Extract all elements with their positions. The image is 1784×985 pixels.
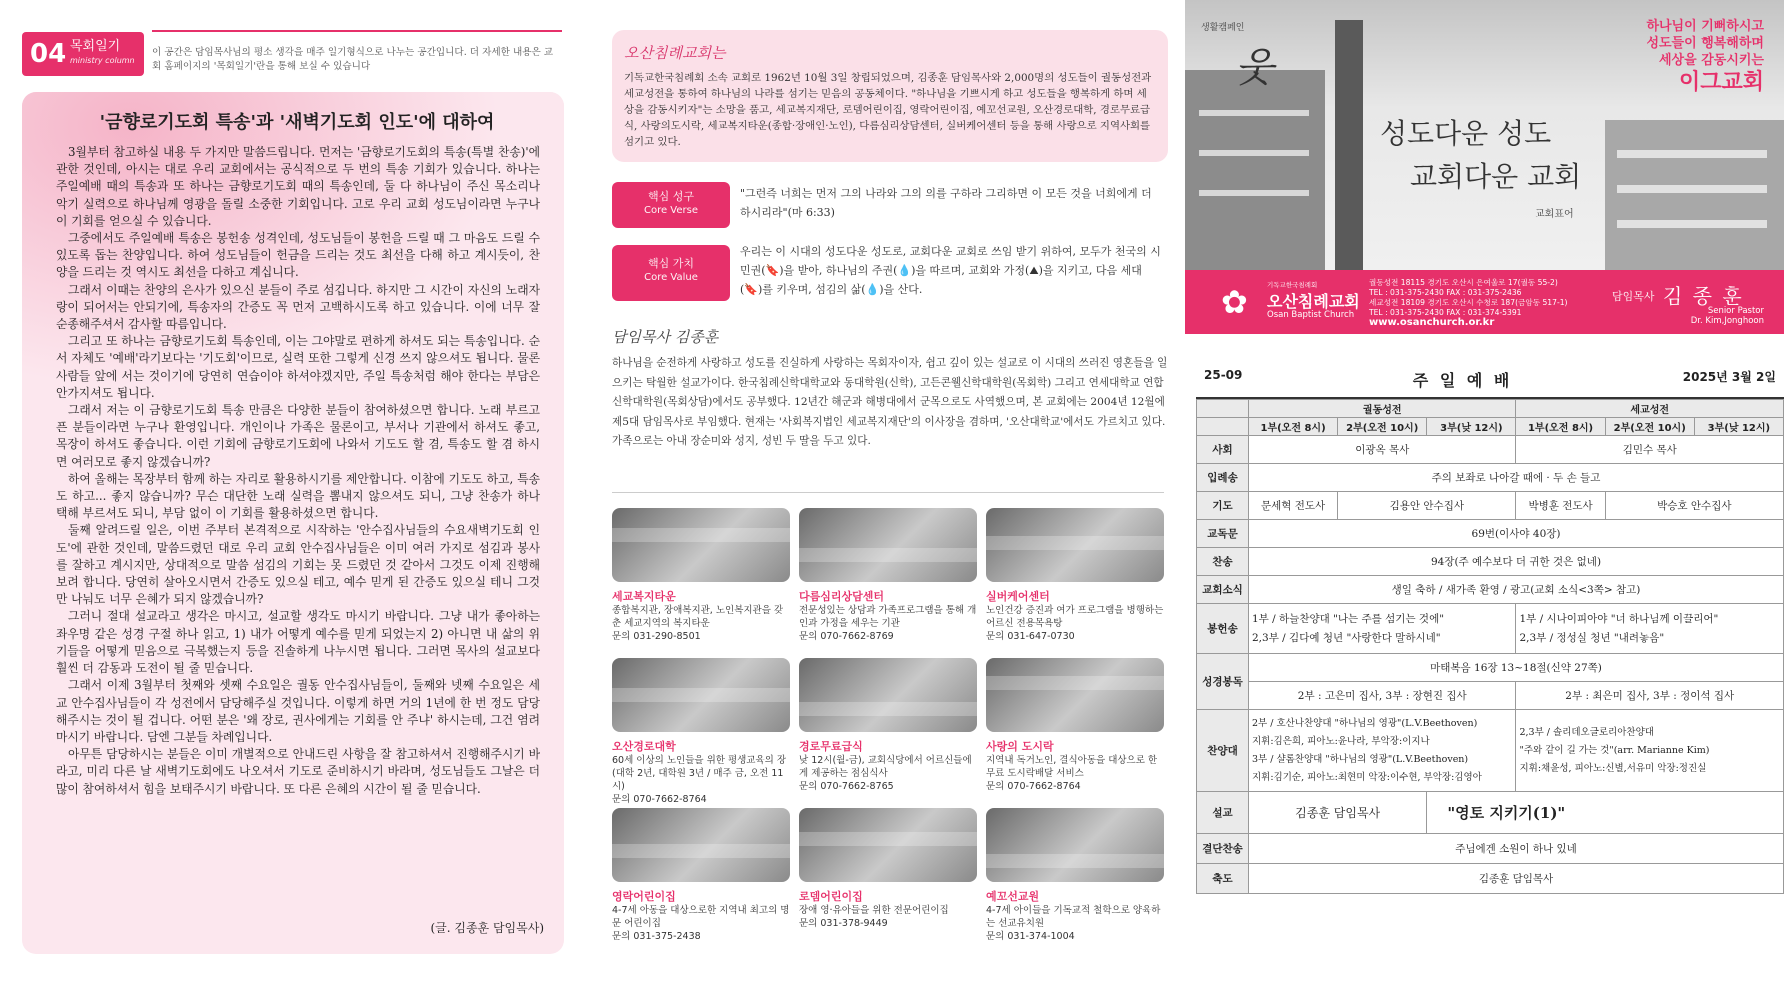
slogan-line: 성도들이 행복해하며 [1646,36,1764,51]
pastor-title-en-2: Dr. Kim,Jonghoon [1690,316,1764,326]
website-link[interactable]: www.osanchurch.or.kr [1369,317,1495,328]
section-title: 목회일기 [70,39,121,54]
paragraph: 아무튼 담당하시는 분들은 이미 개별적으로 안내드린 사항을 잘 참고하셔서 진행해주시기 바라고, 미리 다른 날 새벽기도회에도 나오셔서 기도로 준비하시기 바라며, 성도님들도 그날은 더 많이 참여하셔서 힘을 보태주시기 바랍니다. 또 다른 은혜의 시간이 될 줄 믿습니다. [56,747,540,796]
bulletin-cover [1185,0,1784,270]
cell: 생일 축하 / 새가족 환영 / 광고(교회 소식<3쪽> 참고) [1249,576,1784,604]
church-name: 오산침례교회 [1267,292,1360,311]
program-photo [799,508,977,582]
service-time: 1부(오전 8시) [1516,418,1605,436]
pastor-heading: 담임목사 김종훈 [612,328,719,346]
program-title: 경로무료급식 [799,740,863,753]
table-row [1197,654,1784,682]
program-item [799,588,979,643]
worship-schedule [1196,368,1784,894]
row-label: 봉헌송 [1197,604,1249,654]
row-label: 교독문 [1197,520,1249,548]
program-item [799,738,979,793]
cell: 2부 / 호산나찬양대 "하나님의 영광"(L.V.Beethoven) 지휘:김은희, 피아노:윤나라, 부악장:이지나 3부 / 샬롬찬양대 "하나님의 영광"(L.V.Beethoven) 지휘:김기순, 피아노:최현미 악장:이수현, 부악장:김영아 [1249,710,1516,792]
program-phone: 문의 031-375-2438 [612,931,701,942]
church-intro-heading: 오산침례교회는 [624,44,726,62]
program-item [986,888,1166,943]
slogan-line: 하나님이 기뻐하시고 [1646,19,1764,34]
building-illustration [1605,120,1784,270]
schedule-header [1196,368,1784,399]
address-2: 세교성전 18109 경기도 오산시 수청로 187(금암동 517-1) [1369,298,1568,307]
cell: 문세혁 전도사 [1249,492,1338,520]
row-label: 설교 [1197,792,1249,834]
cover-subtitle: 교회표어 [1535,209,1574,220]
service-time: 1부(오전 8시) [1249,418,1338,436]
program-title: 사랑의 도시락 [986,740,1054,753]
cell: 94장(주 예수보다 더 귀한 것은 없네) [1249,548,1784,576]
church-denomination: 기독교한국침례회 [1267,281,1318,289]
row-label: 축도 [1197,864,1249,894]
program-desc: 4-7세 아이들을 기독교적 철학으로 양육하는 선교유치원 [986,905,1161,929]
program-title: 다름심리상담센터 [799,590,885,603]
section-intro: 이 공간은 담임목사님의 평소 생각을 매주 일기형식으로 나누는 공간입니다. 더 자세한 내용은 교회 홈페이지의 '목회일기'란을 통해 보실 수 있습니다 [152,47,554,72]
core-verse-label-en: Core Verse [643,205,698,216]
header-rule [152,30,562,32]
church-logo-icon: ✿ [1221,283,1248,321]
table-row [1197,492,1784,520]
page-number: 04 [30,39,67,69]
service-time: 2부(오전 10시) [1605,418,1694,436]
row-label: 결단찬송 [1197,834,1249,864]
cell: 2부 : 고은미 집사, 3부 : 장현진 집사 [1249,682,1516,710]
table-row [1197,792,1784,834]
program-photo [799,808,977,882]
church-contacts [1369,278,1599,328]
core-value-text: 우리는 이 시대의 성도다운 성도로, 교회다운 교회로 쓰임 받기 위하여, 모두가 천국의 시민권(🔖)을 받아, 하나님의 주권(💧)을 따르며, 교회와 가정(⛰)을 지키고, 다음 세대(🔖)를 키우며, 섬김의 삶(💧)을 산다. [740,245,1161,296]
church-tower-illustration [1335,20,1363,270]
paragraph: 그리고 또 하나는 금향로기도회 특송인데, 이는 그야말로 편하게 하셔도 되는 특송입니다. 순서 자체도 '예배'라기보다는 '기도회'이므로, 실력 또한 그렇게 신경 쓰지 않으셔도 됩니다. 물론 사람들 앞에 서는 것이기에 당연히 연습이야 하셔야겠지만, 주일 특송처럼 해야 한다는 부담은 안가지셔도 됩니다. [56,334,540,400]
program-desc: 종합복지관, 장애복지관, 노인복지관을 갖춘 세교지역의 복지타운 [612,605,784,629]
program-item [612,888,792,943]
table-row [1197,604,1784,654]
cell: 박승호 안수집사 [1605,492,1783,520]
program-phone: 문의 031-378-9449 [799,918,888,929]
paragraph: 하여 올해는 목장부터 함께 하는 자리로 활용하시기를 제안합니다. 이참에 기도도 하고, 특송도 하고... 좋지 않습니까? 무슨 대단한 노래 실력을 뽐내지 않으셔도 되니, 그냥 찬송가 하나 택해 부르셔도 되니, 부담 없이 이 기회를 활용하셨으면 합니다. [56,471,540,521]
row-label: 찬송 [1197,548,1249,576]
address-1: 궐동성전 18115 경기도 오산시 은여울로 17(궐동 55-2) [1369,278,1558,287]
sermon-preacher: 김종훈 담임목사 [1249,792,1427,834]
program-photo [612,658,790,732]
paragraph: 3월부터 참고하실 내용 두 가지만 말씀드립니다. 먼저는 '금향로기도회의 특송(특별 찬송)'에 관한 것인데, 아시는 대로 우리 교회에서는 공식적으로 두 번의 특송 기회가 있습니다. 하나는 주일예배 때의 특송과 또 하나는 금향로기도회 때의 특송인데, 둘 다 하나님이 주신 목소리나 악기 실력으로 하나님께 영광을 돌릴 소중한 기회입니다. 고로 우리 교회 성도님이라면 누구나 이 기회를 얻으실 수 있습니다. [56,145,540,228]
church-name-en: Osan Baptist Church [1267,310,1355,320]
cell: 2,3부 / 솔리데오글로리아찬양대 "주와 같이 길 가는 것"(arr. Marianne Kim) 지휘:채윤성, 피아노:신별,서유미 악장:정진실 [1516,710,1784,792]
program-title: 오산경로대학 [612,740,676,753]
core-value-label-ko: 핵심 가치 [647,257,694,270]
table-row [1197,520,1784,548]
section-subtitle: ministry column [70,56,135,65]
cell: 이광옥 목사 [1249,436,1516,464]
paragraph: 둘째 알려드릴 일은, 이번 주부터 본격적으로 시작하는 '안수집사님들의 수요새벽기도회 인도'에 관한 것인데, 말씀드렸던 대로 우리 교회 안수집사님들은 이미 여러 가지로 섬김과 봉사를 잘하고 계시지만, 상대적으로 말씀 섬김의 기회는 못 드렸던 것 같아서 그것도 이제 진행해보려 합니다. 당연히 살아오시면서 간증도 있으실 테고, 예수 믿게 된 간증도 있으실 테니 그것만 나눠도 너무 은혜가 되지 않겠습니까? [56,523,540,607]
table-row [1197,682,1784,710]
pastor-label: 담임목사 [1612,290,1655,303]
cell: 주의 보좌로 나아갈 때에 · 두 손 들고 [1249,464,1784,492]
program-item [612,738,792,806]
program-photo [986,508,1164,582]
row-label: 교회소식 [1197,576,1249,604]
program-desc: 전문성있는 상담과 가족프로그램을 통해 개인과 가정을 세우는 기관 [799,605,977,629]
program-phone: 문의 070-7662-8765 [799,781,894,792]
service-time: 2부(오전 10시) [1338,418,1427,436]
paragraph: 그중에서도 주일예배 특송은 봉헌송 성격인데, 성도님들이 봉헌을 드릴 때 그 마음도 드릴 수 있도록 돕는 찬양입니다. 하여 성도님들이 헌금을 드리는 것도 최선을 다해 하고 계시듯이, 찬양을 드리는 것 역시도 최선을 다하고 계십니다. [56,231,540,280]
cover-title-1: 성도다운 성도 [1380,117,1552,150]
table-row [1197,864,1784,894]
program-phone: 문의 070-7662-8764 [986,781,1081,792]
cover-slogan [1646,18,1764,97]
program-photo [612,808,790,882]
paragraph: 그러니 절대 설교라고 생각은 마시고, 설교할 생각도 마시기 바랍니다. 그냥 내가 좋아하는 좌우명 같은 성경 구절 하나 읽고, 1) 내가 어떻게 예수를 믿게 되었는지 2) 아니면 내 삶의 위기들을 어떻게 믿음으로 극복했는지 등을 진솔하게 나누시면 됩니다. 그러면 목사의 설교보다 훨씬 더 감동과 도전이 될 줄 믿습니다. [56,609,540,676]
program-desc: 낮 12시(월-금), 교회식당에서 어르신들에게 제공하는 점심식사 [799,755,972,779]
table-row [1197,464,1784,492]
program-title: 로뎀어린이집 [799,890,863,903]
schedule-table [1196,399,1784,894]
church-info-band [1185,270,1784,334]
table-row [1197,436,1784,464]
table-row [1197,576,1784,604]
paragraph: 그래서 이제 3월부터 첫째와 셋째 수요일은 궐동 안수집사님들이, 둘째와 넷째 수요일은 세교 안수집사님들이 각 성전에서 담당해주실 것입니다. 이렇게 하면 거의 1년에 한 번 정도 담당해주시는 것이 될 겁니다. 어떤 분은 '왜 장로, 권사에게는 기회를 안 주냐' 하시는데, 그건 염려 마시기 바랍니다. 담엔 그분들 차례입니다. [56,678,540,744]
program-title: 예꼬선교원 [986,890,1040,903]
program-phone: 문의 031-290-8501 [612,631,701,642]
building-illustration [1185,70,1325,270]
article-title: '금향로기도회 특송'과 '새벽기도회 인도'에 대하여 [99,112,495,133]
program-photo [612,508,790,582]
program-phone: 문의 070-7662-8769 [799,631,894,642]
table-row [1197,548,1784,576]
table-row [1197,834,1784,864]
program-desc: 지역내 독거노인, 결식아동을 대상으로 한 무료 도시락배달 서비스 [986,755,1158,779]
schedule-title: 주 일 예 배 [1412,371,1513,390]
program-title: 세교복지타운 [612,590,676,603]
program-photo [986,808,1164,882]
pastor-title-en-1: Senior Pastor [1707,306,1764,316]
slogan-line: 세상을 감동시키는 [1659,53,1764,68]
row-label: 성경봉독 [1197,654,1249,710]
cover-title-2: 교회다운 교회 [1410,160,1582,193]
program-desc: 장애 영·유아들을 위한 전문어린이집 [799,905,949,916]
cell: 1부 / 시나이피아야 "너 하나님께 이끌리어" 2,3부 / 정성실 청년 "내려놓음" [1516,604,1784,654]
schedule-date: 2025년 3월 2일 [1682,370,1776,384]
program-photo [986,658,1164,732]
smile-logo: 웃 [1235,45,1274,91]
service-time: 3부(낮 12시) [1427,418,1516,436]
cell: 1부 / 하늘찬양대 "나는 주를 섬기는 것에" 2,3부 / 김다예 청년 "사랑한다 말하시네" [1249,604,1516,654]
cell: 주님에겐 소원이 하나 있네 [1249,834,1784,864]
row-label: 입례송 [1197,464,1249,492]
paragraph: 그래서 저는 이 금향로기도회 특송 만큼은 다양한 분들이 참여하셨으면 합니다. 노래 부르고픈 분들이라면 누구나 환영입니다. 개인이나 가족은 물론이고, 부서나 기관에서 하셔도 좋고, 목장이 하셔도 좋습니다. 이런 기회에 금향로기도회에 나와서 기도도 할 겸, 특송도 할 겸 하시면 여러모로 좋지 않겠습니까? [56,403,540,469]
article-signature: (글. 김종훈 담임목사) [430,921,544,935]
program-item [986,738,1166,793]
section-divider [612,492,1164,493]
cell: 2부 : 최은미 집사, 3부 : 정이석 집사 [1516,682,1784,710]
campus-header: 궐동성전 [1249,400,1516,418]
row-label: 찬양대 [1197,710,1249,792]
core-verse-text: "그런즉 너희는 먼저 그의 나라와 그의 의를 구하라 그리하면 이 모든 것을 너희에게 더하시리라"(마 6:33) [740,187,1152,219]
row-label: 기도 [1197,492,1249,520]
program-desc: 노인건강 증진과 여가 프로그램을 병행하는 어르신 전용목욕탕 [986,605,1164,629]
core-value-label [612,245,730,301]
cell: 김종훈 담임목사 [1249,864,1784,894]
church-intro-card [612,30,1168,162]
paragraph: 그래서 이때는 찬양의 은사가 있으신 분들이 주로 섬깁니다. 하지만 그 시간이 자신의 노래자랑이 되어서는 안되기에, 특송자의 간증도 꼭 먼저 고백하시도록 하고 있습니다. 이에 너무 잘 순종해주셔서 감사할 따름입니다. [56,282,540,332]
campaign-label: 생활캠페인 [1201,23,1245,33]
program-phone: 문의 031-647-0730 [986,631,1075,642]
pastor-name: 김 종 훈 [1663,284,1744,308]
cell: 마태복음 16장 13~18절(신약 27쪽) [1249,654,1784,682]
article-card [22,92,564,954]
article-body [56,144,540,798]
cell: 박병훈 전도사 [1516,492,1605,520]
program-phone: 문의 070-7662-8764 [612,794,707,805]
cell: 김민수 목사 [1516,436,1784,464]
program-title: 실버케어센터 [986,590,1050,603]
sermon-title: "영토 지키기(1)" [1427,792,1784,834]
table-row [1197,710,1784,792]
service-time: 3부(낮 12시) [1694,418,1783,436]
page-number-badge [22,32,144,76]
program-phone: 문의 031-374-1004 [986,931,1075,942]
program-desc: 4-7세 아동을 대상으로한 지역내 최고의 명문 어린이집 [612,905,790,929]
pastor-title-en [1691,306,1764,326]
program-title: 영락어린이집 [612,890,676,903]
program-item [612,588,792,643]
cell: 69번(이사야 40장) [1249,520,1784,548]
program-desc: 60세 이상의 노인들을 위한 평생교육의 장 (대학 2년, 대학원 3년 / 매주 금, 오전 11시) [612,755,787,792]
church-intro-text: 기독교한국침례회 소속 교회로 1962년 10월 3일 창립되었으며, 김종훈 담임목사와 2,000명의 성도들이 궐동성전과 세교성전을 통하여 하나님의 나라를 섬기는 믿음의 공동체이다. "하나님을 기쁘시게 하고 성도들을 행복하게 하며 세상을 감동시키자"는 소망을 품고, 세교복지재단, 로뎀어린이집, 영락어린이집, 예꼬선교원, 오산경로대학, 경로무료급식, 사랑의도시락, 세교복지타운(종합·장애인·노인), 다름심리상담센터, 실버케어센터 등을 통해 사랑으로 지역사회를 섬기고 있다. [624,72,1152,148]
ministry-diary-column [0,0,570,985]
core-verse-label [612,182,730,228]
program-item [986,588,1166,643]
week-number: 25-09 [1204,368,1243,382]
cell: 김용안 안수집사 [1338,492,1516,520]
slogan-brand: 이그교회 [1678,70,1764,95]
core-value-label-en: Core Value [644,272,698,283]
phone-1: TEL : 031-375-2430 FAX : 031-375-2436 [1369,288,1522,297]
program-item [799,888,979,930]
campus-header: 세교성전 [1516,400,1784,418]
program-photo [799,658,977,732]
pastor-bio: 하나님을 순전하게 사랑하고 성도를 진실하게 사랑하는 목회자이자, 쉽고 깊이 있는 설교로 이 시대의 쓰러진 영혼들을 일으키는 탁월한 설교가이다. 한국침례신학대학교와 동대학원(신학), 고든콘웰신학대학원(목회학) 그리고 연세대학교 연합신학대학원(목회상담)에서도 공부했다. 12년간 해군과 해병대에서 군목으로도 사역했으며, 본 교회에는 2004년 12월에 제5대 담임목사로 부임했다. 현재는 '사회복지법인 세교복지재단'의 이사장을 겸하며, '오산대학교'에서도 가르치고 있다. 가족으로는 아내 장순미와 성지, 성빈 두 딸을 두고 있다. [612,357,1168,447]
phone-2: TEL : 031-375-2430 FAX : 031-374-5391 [1369,308,1522,317]
core-verse-label-ko: 핵심 성구 [647,190,694,203]
row-label: 사회 [1197,436,1249,464]
